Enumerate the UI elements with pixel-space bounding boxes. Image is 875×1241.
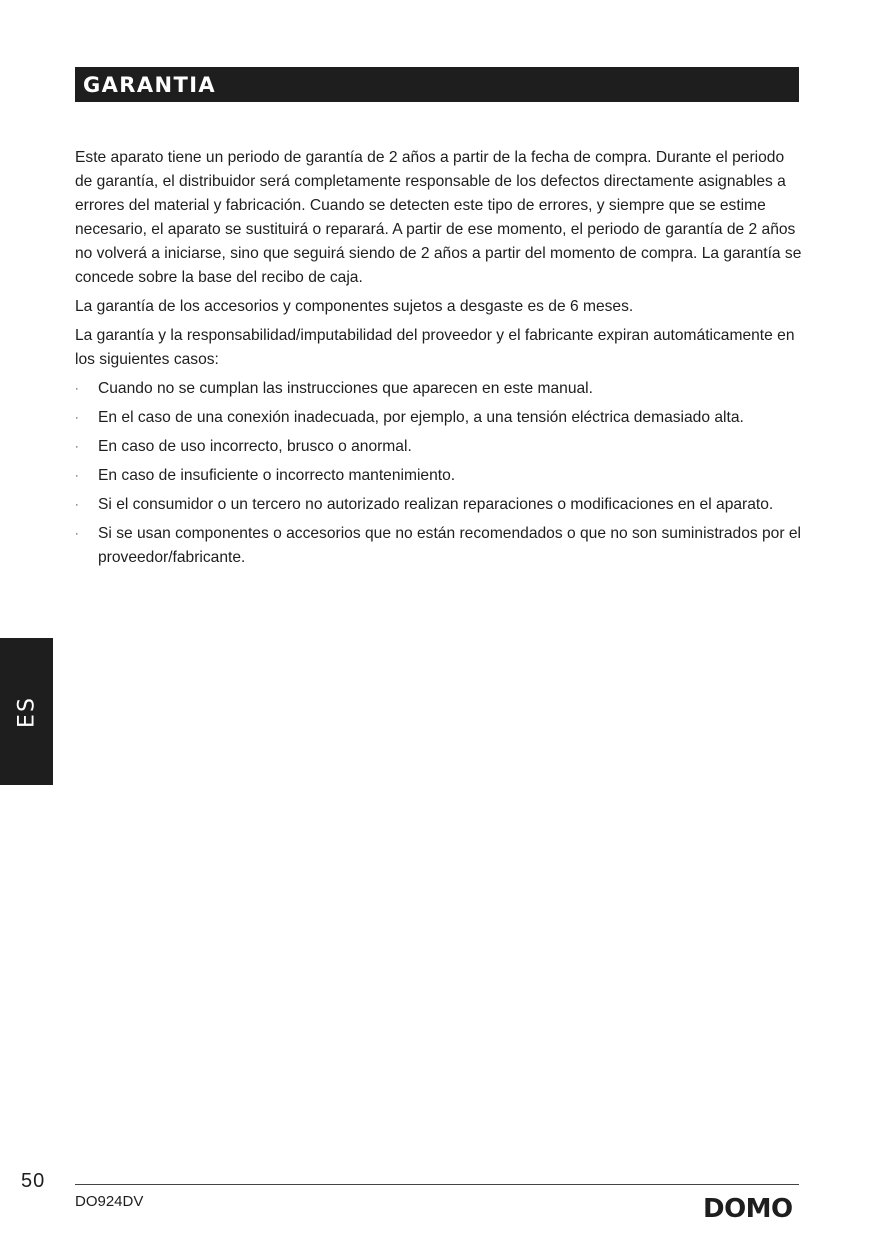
bullet-icon: ·: [75, 470, 79, 482]
list-item-text: Si se usan componentes o accesorios que no están recomendados o que no son suministrados por el proveedor/fabricante.: [98, 525, 802, 566]
bullet-icon: ·: [75, 499, 79, 511]
bullet-icon: ·: [75, 441, 79, 453]
list-item-text: Cuando no se cumplan las instrucciones que aparecen en este manual.: [98, 380, 593, 397]
expiry-conditions-list: [75, 377, 805, 570]
list-item: [75, 493, 805, 517]
section-title: GARANTIA: [83, 73, 217, 97]
paragraph-expiry-intro: La garantía y la responsabilidad/imputabilidad del proveedor y el fabricante expiran automáticamente en los siguientes casos:: [75, 327, 795, 368]
list-item-text: En el caso de una conexión inadecuada, por ejemplo, a una tensión eléctrica demasiado alta.: [98, 409, 744, 426]
paragraph-warranty-period: Este aparato tiene un periodo de garantía de 2 años a partir de la fecha de compra. Durante el periodo de garantía, el distribuidor será completamente responsable de los defectos directamente asignables a errores del material y fabricación. Cuando se detecten este tipo de errores, y siempre que se estime necesario, el aparato se sustituirá o reparará. A partir de ese momento, el periodo de garantía de 2 años no volverá a iniciarse, sino que seguirá siendo de 2 años a partir del momento de compra. La garantía se concede sobre la base del recibo de caja.: [75, 149, 802, 286]
paragraph-accessories-warranty: La garantía de los accesorios y componentes sujetos a desgaste es de 6 meses.: [75, 298, 634, 315]
list-item: [75, 435, 805, 459]
footer-divider: [75, 1184, 799, 1185]
list-item: [75, 522, 805, 570]
warranty-text: [75, 146, 805, 575]
list-item-text: En caso de uso incorrecto, brusco o anormal.: [98, 438, 412, 455]
section-title-bar: [75, 67, 799, 102]
list-item-text: En caso de insuficiente o incorrecto mantenimiento.: [98, 467, 456, 484]
language-label: ES: [14, 695, 39, 728]
language-tab: [0, 638, 53, 785]
list-item: [75, 406, 805, 430]
bullet-icon: ·: [75, 528, 79, 540]
page-number: 50: [21, 1170, 46, 1192]
list-item: [75, 377, 805, 401]
bullet-icon: ·: [75, 383, 79, 395]
list-item: [75, 464, 805, 488]
brand-logo: DOMO: [703, 1194, 793, 1224]
bullet-icon: ·: [75, 412, 79, 424]
model-number: DO924DV: [75, 1193, 144, 1210]
list-item-text: Si el consumidor o un tercero no autorizado realizan reparaciones o modificaciones en el aparato.: [98, 496, 774, 513]
